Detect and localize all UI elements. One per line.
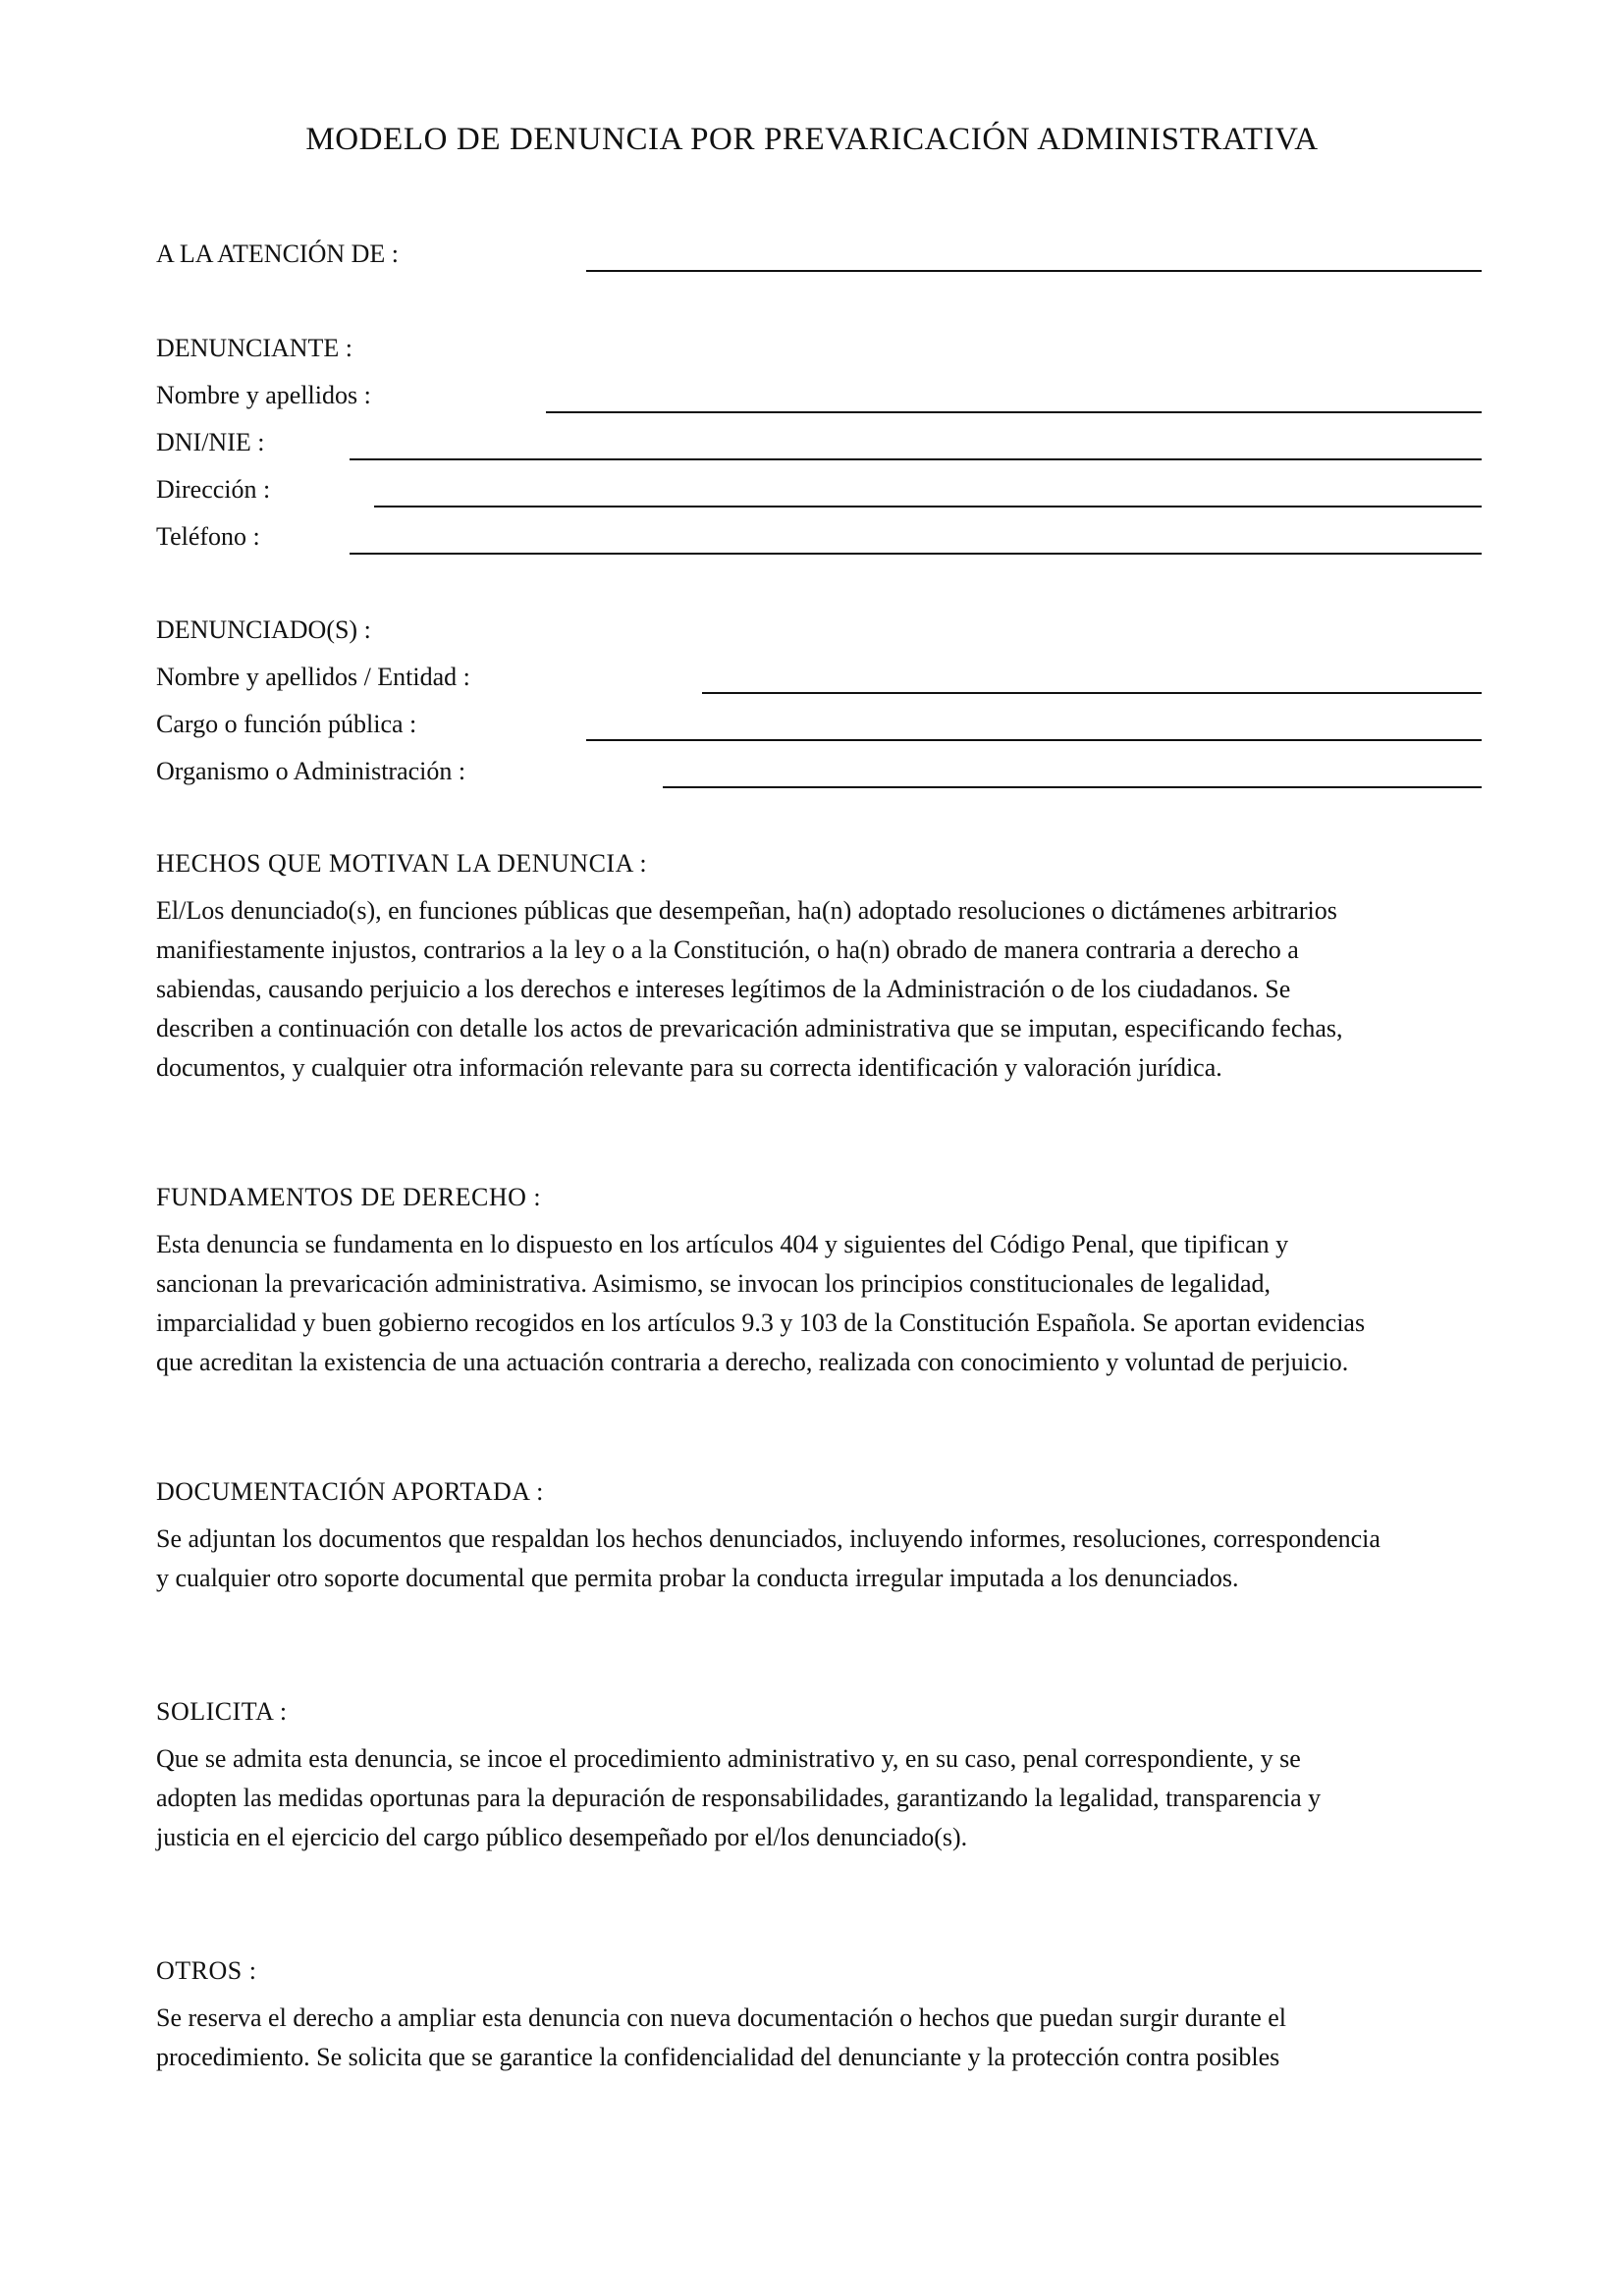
otros-heading: OTROS : [156, 1956, 257, 1985]
solicita-heading: SOLICITA : [156, 1697, 288, 1726]
paragraph-line: justicia en el ejercicio del cargo público desempeñado por el/los denunciado(s). [156, 1823, 968, 1851]
paragraph-line: manifiestamente injustos, contrarios a la ley o a la Constitución, o ha(n) obrado de manera contraria a derecho a [156, 935, 1299, 964]
paragraph-line: sabiendas, causando perjuicio a los derechos e intereses legítimos de la Administración o de los ciudadanos. Se [156, 975, 1291, 1003]
paragraph-line: sancionan la prevaricación administrativa. Asimismo, se invocan los principios constitucionales de legalidad, [156, 1269, 1272, 1298]
paragraph-line: Que se admita esta denuncia, se incoe el procedimiento administrativo y, en su caso, penal correspondiente, y se [156, 1744, 1301, 1773]
denunciante-address-label: Dirección : [156, 475, 271, 504]
fundamentos-paragraph [156, 1225, 1491, 1382]
otros-paragraph [156, 1999, 1491, 2077]
attention-label: A LA ATENCIÓN DE : [156, 240, 399, 268]
denunciante-dni-fill-line[interactable] [350, 458, 1482, 460]
denunciante-name-fill-line[interactable] [546, 411, 1482, 413]
denunciante-heading: DENUNCIANTE : [156, 334, 353, 362]
denunciado-name-fill-line[interactable] [702, 692, 1482, 694]
document-title: MODELO DE DENUNCIA POR PREVARICACIÓN ADMINISTRATIVA [305, 122, 1319, 157]
hechos-paragraph [156, 891, 1491, 1088]
paragraph-line: Esta denuncia se fundamenta en lo dispuesto en los artículos 404 y siguientes del Código Penal, que tipifican y [156, 1230, 1289, 1258]
paragraph-line: imparcialidad y buen gobierno recogidos en los artículos 9.3 y 103 de la Constitución Española. Se aportan evidencias [156, 1308, 1366, 1337]
paragraph-line: Se adjuntan los documentos que respaldan los hechos denunciados, incluyendo informes, resoluciones, correspondencia [156, 1524, 1380, 1553]
paragraph-line: documentos, y cualquier otra información relevante para su correcta identificación y valoración jurídica. [156, 1053, 1222, 1082]
paragraph-line: adopten las medidas oportunas para la depuración de responsabilidades, garantizando la legalidad, transparencia y [156, 1784, 1322, 1812]
hechos-heading: HECHOS QUE MOTIVAN LA DENUNCIA : [156, 849, 648, 878]
paragraph-line: describen a continuación con detalle los actos de prevaricación administrativa que se imputan, especificando fechas, [156, 1014, 1343, 1042]
documentacion-paragraph [156, 1520, 1491, 1598]
paragraph-line: Se reserva el derecho a ampliar esta denuncia con nueva documentación o hechos que puedan surgir durante el [156, 2003, 1286, 2032]
denunciante-address-fill-line[interactable] [374, 506, 1482, 507]
denunciado-position-fill-line[interactable] [586, 739, 1482, 741]
denunciante-dni-label: DNI/NIE : [156, 428, 265, 456]
denunciado-position-label: Cargo o función pública : [156, 710, 417, 738]
fundamentos-heading: FUNDAMENTOS DE DERECHO : [156, 1183, 542, 1211]
solicita-paragraph [156, 1739, 1491, 1857]
denunciado-organism-fill-line[interactable] [663, 786, 1482, 788]
denunciado-organism-label: Organismo o Administración : [156, 757, 466, 785]
denunciado-heading: DENUNCIADO(S) : [156, 615, 371, 644]
documentacion-heading: DOCUMENTACIÓN APORTADA : [156, 1477, 544, 1506]
denunciante-phone-fill-line[interactable] [350, 553, 1482, 555]
denunciante-name-label: Nombre y apellidos : [156, 381, 371, 409]
denunciado-name-label: Nombre y apellidos / Entidad : [156, 663, 470, 691]
paragraph-line: que acreditan la existencia de una actuación contraria a derecho, realizada con conocimiento y voluntad de perjuicio. [156, 1348, 1349, 1376]
attention-fill-line[interactable] [586, 270, 1482, 272]
paragraph-line: procedimiento. Se solicita que se garantice la confidencialidad del denunciante y la protección contra posibles [156, 2043, 1280, 2071]
paragraph-line: y cualquier otro soporte documental que permita probar la conducta irregular imputada a los denunciados. [156, 1564, 1239, 1592]
paragraph-line: El/Los denunciado(s), en funciones públicas que desempeñan, ha(n) adoptado resoluciones o dictámenes arbitrarios [156, 896, 1337, 925]
denunciante-phone-label: Teléfono : [156, 522, 260, 551]
